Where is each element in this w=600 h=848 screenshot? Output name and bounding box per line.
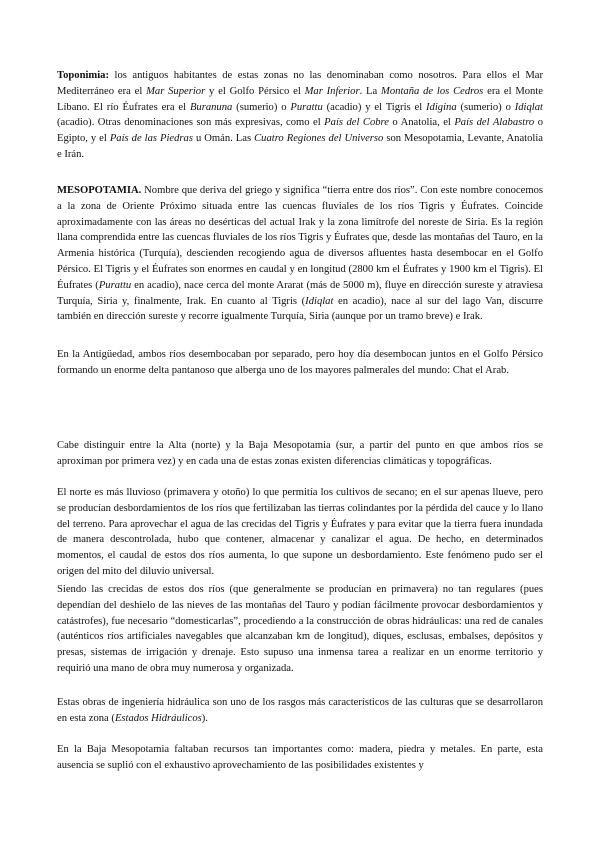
toponimia-heading: Toponimia: [57, 70, 110, 81]
obras-paragraph: Estas obras de ingeniería hidráulica son uno de los rasgos más característicos de las culturas que se desarrollaron en esta zona (Estados Hidráulicos). [57, 697, 543, 724]
clima-paragraph: El norte es más lluvioso (primavera y otoño) lo que permitía los cultivos de secano; en el sur apenas llueve, pero se producían desbordamientos de los ríos que fertilizaban las tierras colindantes por la pérdida del cauce y lo llano del terreno. Para aprovechar el agua de las crecidas del Tigris y Éufrates y para evitar que la tierra fuera inundada de manera descontrolada, hubo que contener, almacenar y canalizar el agua. De hecho, en determinados momentos, el caudal de estos dos ríos aumenta, lo que supone un desbordamiento. Este fenómeno pudo ser el origen del mito del diluvio universal. [57, 487, 543, 577]
antiguedad-paragraph: En la Antigüedad, ambos ríos desembocaban por separado, pero hoy día desembocan juntos en el Golfo Pérsico formando un enorme delta pantanoso que alberga uno de los mayores palmerales del mundo: Chat el Arab. [57, 349, 543, 376]
crecidas-paragraph: Siendo las crecidas de estos dos ríos (que generalmente se producían en primavera) no tan regulares (pues dependían del deshielo de las nieves de las montañas del Tauro y podían fácilmente provocar desbordamientos y catástrofes), fue necesario “domesticarlas”, procediendo a la construcción de obras hidráulicas: una red de canales (auténticos ríos artificiales navegables que alcanzaban km de longitud), diques, esclusas, embalses, depósitos y presas, sistemas de irrigación y drenaje. Esto supuso una inmensa tarea a realizar en un enorme territorio y requirió una mano de obra muy numerosa y organizada. [57, 584, 543, 674]
alta-baja-paragraph: Cabe distinguir entre la Alta (norte) y la Baja Mesopotamia (sur, a partir del punto en que ambos ríos se aproximan por primera vez) y en cada una de estas zonas existen diferencias climáticas y topográficas. [57, 440, 543, 467]
toponimia-paragraph: Toponimia: los antiguos habitantes de estas zonas no las denominaban como nosotros. Para ellos el Mar Mediterráneo era el Mar Superior y el Golfo Pérsico el Mar Inferior. La Montaña de los Cedros era el Monte Líbano. El río Éufrates era el Buranuna (sumerio) o Purattu (acadio) y el Tigris el Idigina (sumerio) o Idiqlat (acadio). Otras denominaciones son más expresivas, como el País del Cobre o Anatolia, el País del Alabastro o Egipto, y el País de las Piedras u Omán. Las Cuatro Regiones del Universo son Mesopotamia, Levante, Anatolia e Irán. [57, 70, 543, 160]
mesopotamia-paragraph: MESOPOTAMIA. Nombre que deriva del griego y significa “tierra entre dos ríos”. Con este nombre conocemos a la zona de Oriente Próximo situada entre las cuencas fluviales de los ríos Tigris y Éufrates. Coincide aproximadamente con las áreas no desérticas del actual Irak y la zona limítrofe del noreste de Siria. Es la región llana comprendida entre las cuencas fluviales de los ríos Tigris y Éufrates que, desde las montañas del Tauro, en la Armenia histórica (Turquía), descienden recogiendo agua de diversos afluentes hasta desembocar en el Golfo Pérsico. El Tigris y el Éufrates son enormes en caudal y en longitud (2800 km el Éufrates y 1900 km el Tigris). El Éufrates (Purattu en acadio), nace cerca del monte Ararat (más de 5000 m), fluye en dirección sureste y atraviesa Turquía, Siria y, finalmente, Irak. En cuanto al Tigris (Idiqlat en acadio), nace al sur del lago Van, discurre también en dirección sureste y recorre igualmente Turquía, Siria (aunque por un tramo breve) e Irak. [57, 185, 543, 323]
baja-mesopotamia-paragraph: En la Baja Mesopotamia faltaban recursos tan importantes como: madera, piedra y metales. En parte, esta ausencia se suplió con el exhaustivo aprovechamiento de las posibilidades existentes y [57, 744, 543, 771]
mesopotamia-heading: MESOPOTAMIA. [57, 185, 142, 196]
